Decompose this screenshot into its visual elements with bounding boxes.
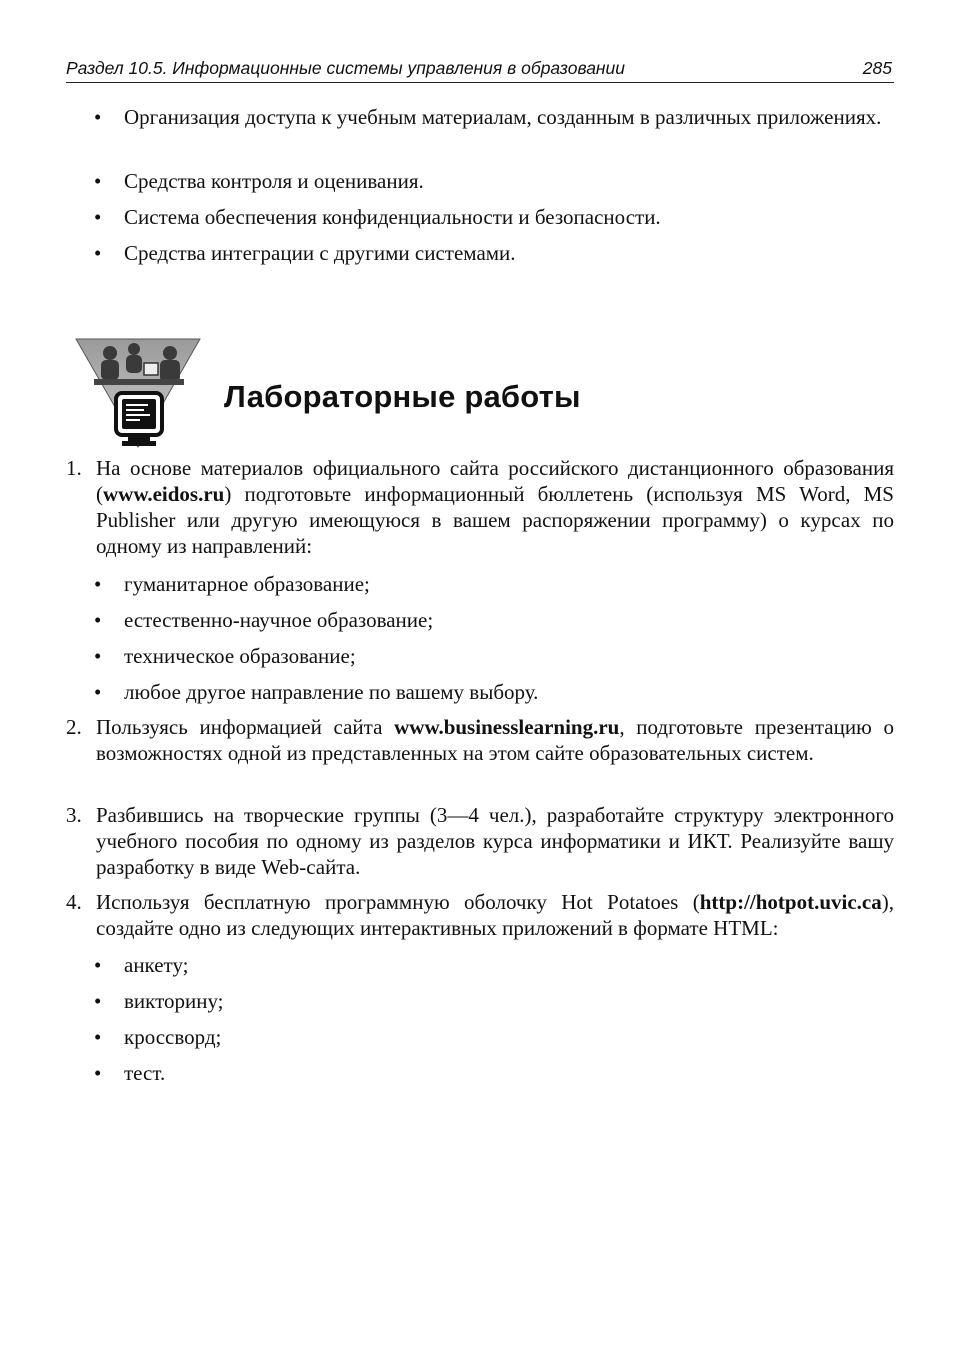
bullet-dot: • <box>94 608 102 632</box>
task-number: 1. <box>66 456 82 480</box>
task-bullet-text: любое другое направление по вашему выбору. <box>124 680 539 704</box>
bullet-dot: • <box>94 989 102 1013</box>
link-text: www.businesslearning.ru <box>394 715 620 739</box>
task-bullet-text: техническое образование; <box>124 644 356 668</box>
running-head <box>66 56 894 83</box>
bullet-dot: • <box>94 572 102 596</box>
task-item-4 <box>66 889 894 941</box>
task-bullet-item <box>94 643 894 669</box>
top-bullet-item <box>94 168 894 194</box>
link-text: www.eidos.ru <box>103 482 225 506</box>
top-bullet-item <box>94 104 894 130</box>
page-number: 285 <box>862 58 892 78</box>
task-item-3 <box>66 802 894 880</box>
bullet-dot: • <box>94 644 102 668</box>
bullet-dot: • <box>94 105 102 129</box>
task-bullet-item <box>94 1060 894 1086</box>
task-item-2 <box>66 714 894 766</box>
task-bullet-item <box>94 1024 894 1050</box>
lab-work-icon <box>74 337 202 455</box>
bullet-dot: • <box>94 953 102 977</box>
task-bullet-text: анкету; <box>124 953 189 977</box>
task-bullet-text: тест. <box>124 1061 166 1085</box>
top-bullet-text: Система обеспечения конфиденциальности и безопасности. <box>124 205 661 229</box>
task-text: На основе материалов официального сайта российского дистанционного образования (www.eidos.ru) подготовьте информационный бюллетень (используя MS Word, MS Publisher или другую имеющуюся в вашем распоряжении программу) о курсах по одному из направлений: <box>96 456 894 558</box>
bullet-dot: • <box>94 680 102 704</box>
task-number: 3. <box>66 803 82 827</box>
task-item-1 <box>66 455 894 559</box>
bullet-dot: • <box>94 205 102 229</box>
task-text: Используя бесплатную программную оболочку Hot Potatoes (http://hotpot.uvic.ca), создайте одно из следующих интерактивных приложений в формате HTML: <box>96 890 894 940</box>
bullet-dot: • <box>94 241 102 265</box>
top-bullet-item <box>94 204 894 230</box>
running-head-title: Раздел 10.5. Информационные системы управления в образовании <box>66 58 626 78</box>
task-bullet-text: гуманитарное образование; <box>124 572 370 596</box>
task-text: Пользуясь информацией сайта www.businesslearning.ru, подготовьте презентацию о возможностях одной из представленных на этом сайте образовательных систем. <box>96 715 894 765</box>
task-number: 2. <box>66 715 82 739</box>
top-bullet-text: Средства контроля и оценивания. <box>124 169 424 193</box>
task-text: Разбившись на творческие группы (3—4 чел.), разработайте структуру электронного учебного пособия по одному из разделов курса информатики и ИКТ. Реализуйте вашу разработку в виде Web-сайта. <box>96 803 894 879</box>
top-bullet-text: Средства интеграции с другими системами. <box>124 241 516 265</box>
top-bullet-item <box>94 240 894 266</box>
bullet-dot: • <box>94 1061 102 1085</box>
task-bullet-item <box>94 607 894 633</box>
task-bullet-text: естественно-научное образование; <box>124 608 434 632</box>
task-bullet-text: викторину; <box>124 989 224 1013</box>
task-bullet-item <box>94 988 894 1014</box>
link-text: http://hotpot.uvic.ca <box>699 890 882 914</box>
task-number: 4. <box>66 890 82 914</box>
task-bullet-item <box>94 679 894 705</box>
bullet-dot: • <box>94 169 102 193</box>
top-bullet-text: Организация доступа к учебным материалам, созданным в различных приложениях. <box>124 105 882 129</box>
section-title: Лабораторные работы <box>224 379 581 414</box>
bullet-dot: • <box>94 1025 102 1049</box>
task-bullet-text: кроссворд; <box>124 1025 222 1049</box>
task-bullet-item <box>94 571 894 597</box>
task-bullet-item <box>94 952 894 978</box>
